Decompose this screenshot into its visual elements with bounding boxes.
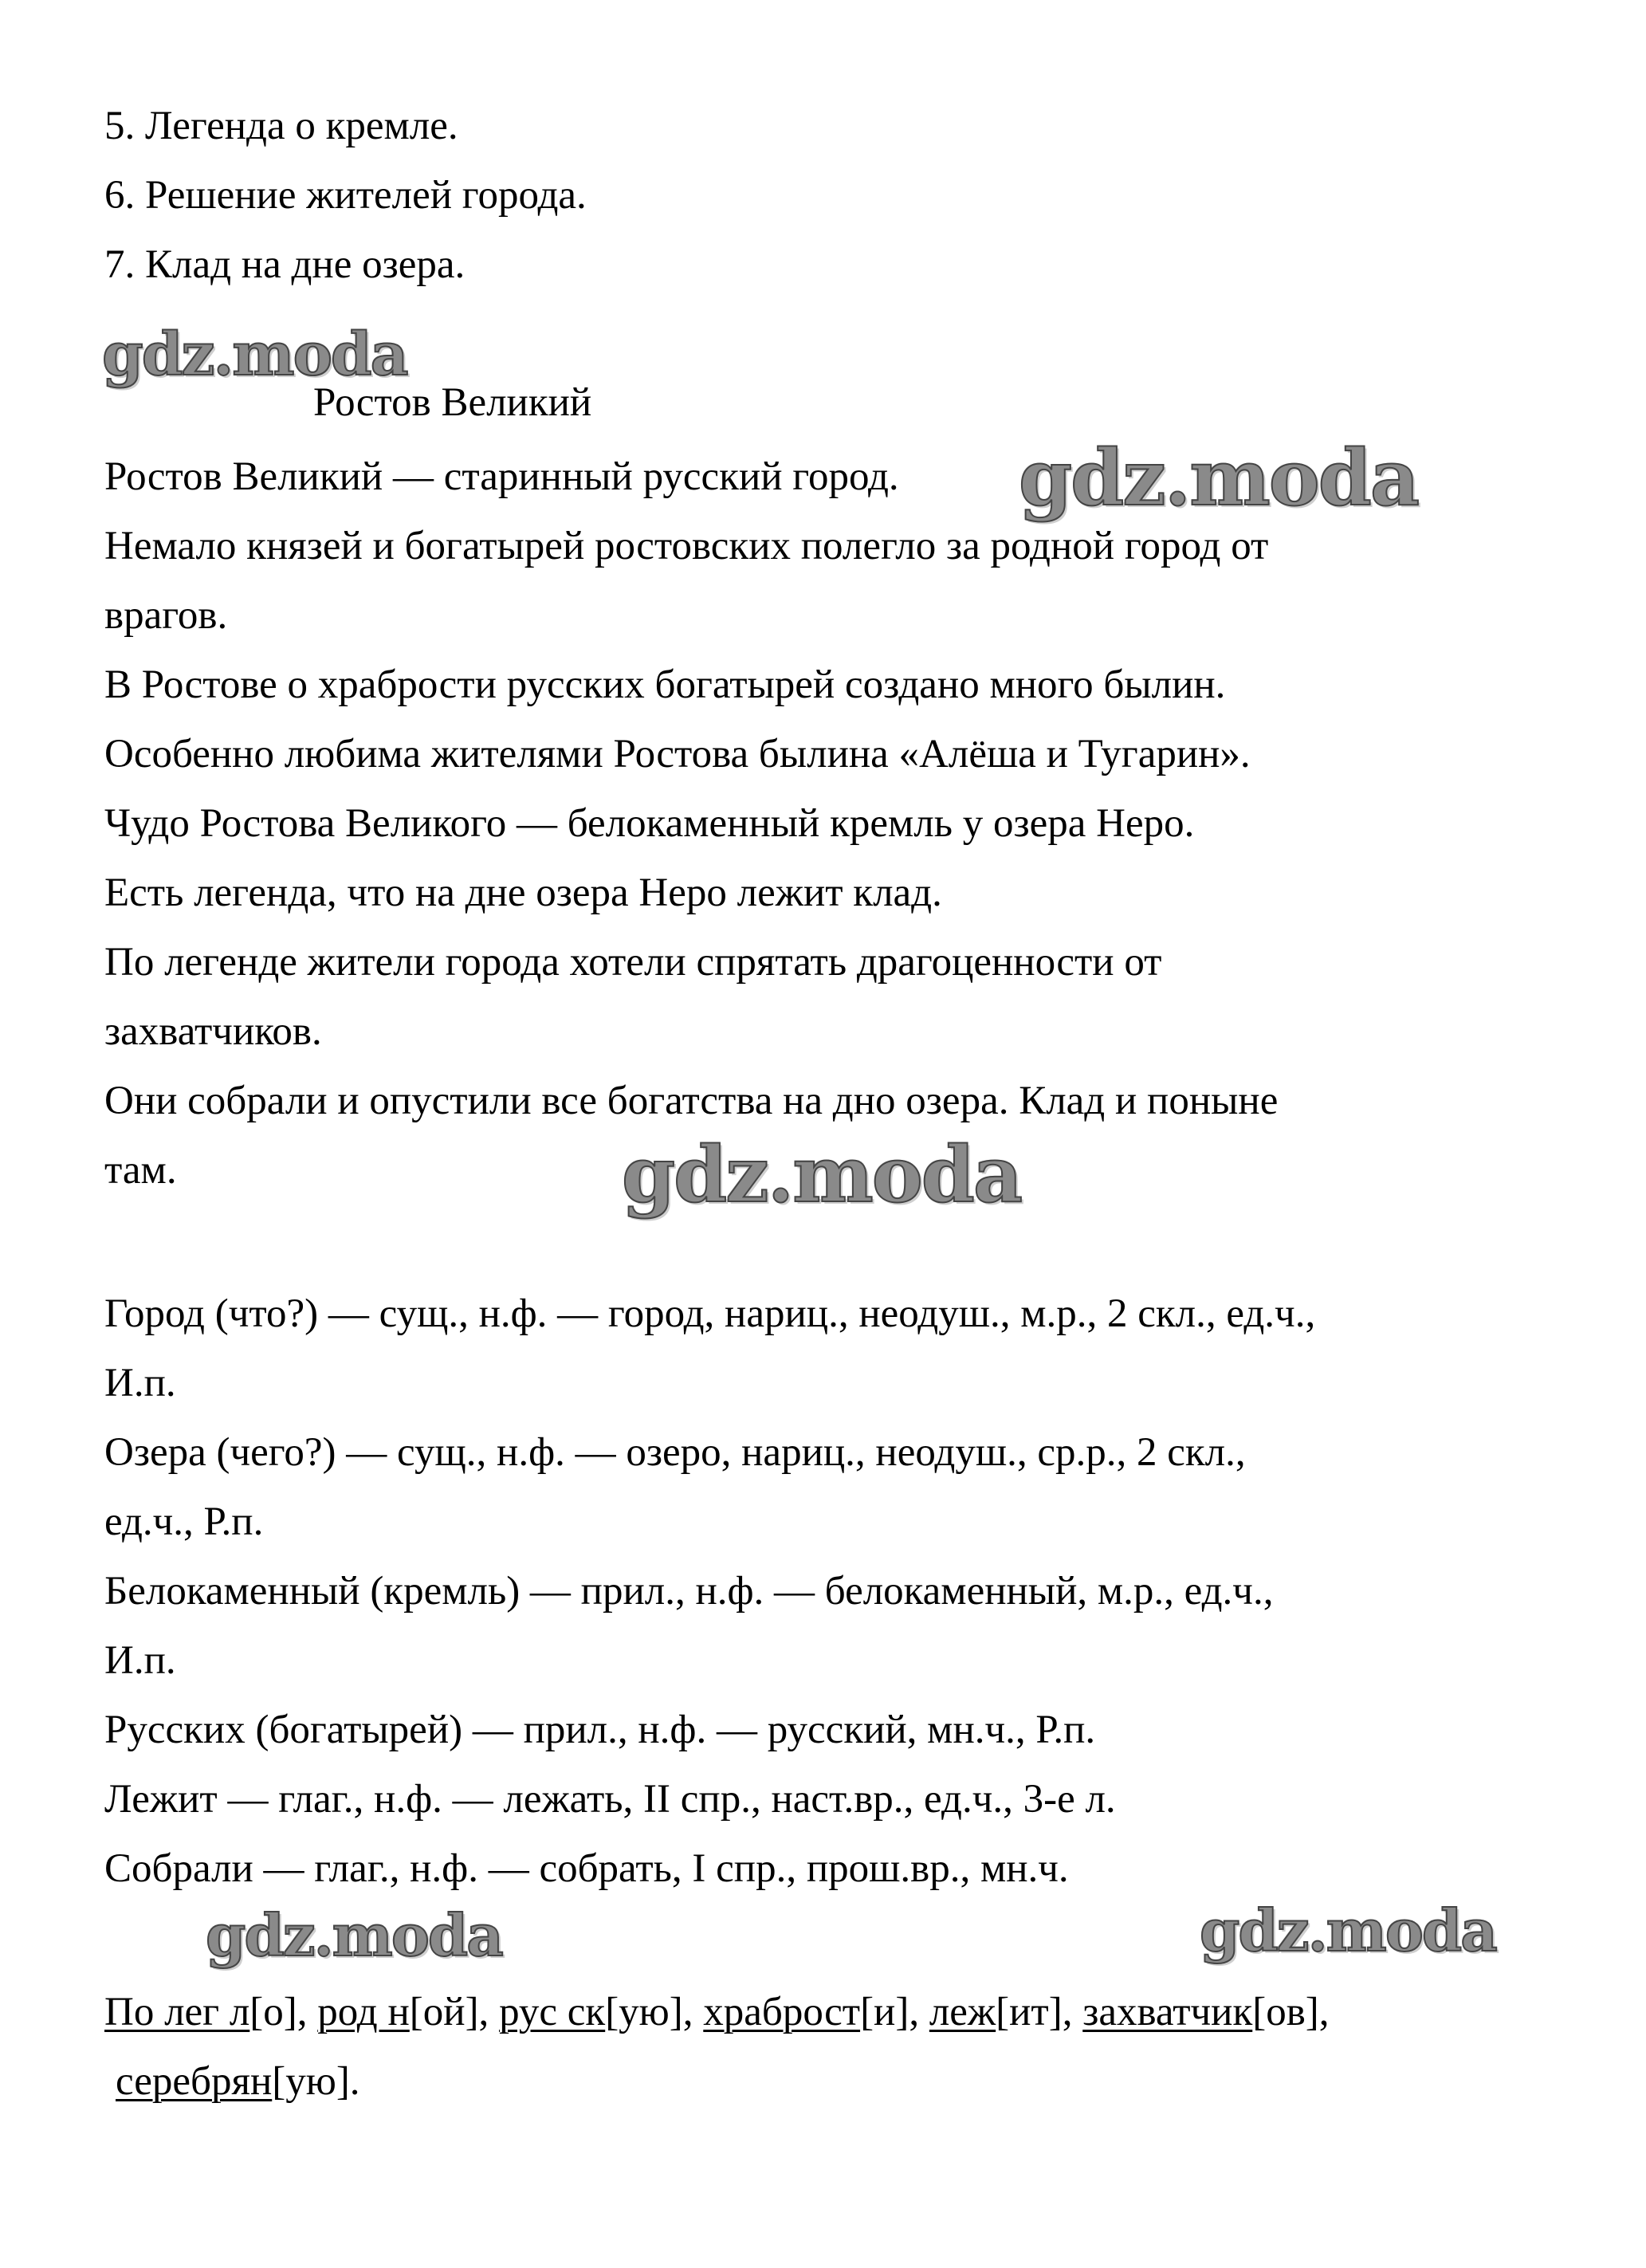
plan-item-5: 5. Легенда о кремле. <box>104 104 458 148</box>
analysis-line: Собрали — глаг., н.ф. — собрать, I спр., прош.вр., мн.ч. <box>104 1846 1069 1891</box>
text-line: врагов. <box>104 593 228 638</box>
analysis-line: Город (что?) — сущ., н.ф. — город, нариц., неодуш., м.р., 2 скл., ед.ч., <box>104 1291 1316 1336</box>
analysis-line: Лежит — глаг., н.ф. — лежать, II спр., наст.вр., ед.ч., 3-е л. <box>104 1777 1116 1822</box>
watermark-logo: gdz.moda <box>102 320 407 389</box>
phonetic-line <box>116 2058 360 2105</box>
text-line: Особенно любима жителями Ростова былина «Алёша и Тугарин». <box>104 732 1251 776</box>
text-line: В Ростове о храбрости русских богатырей создано много былин. <box>104 662 1226 707</box>
watermark-logo: gdz.moda <box>622 1130 1022 1220</box>
analysis-line: ед.ч., Р.п. <box>104 1500 264 1544</box>
sound-note: [о], <box>249 1990 308 2034</box>
page-title: Ростов Великий <box>313 380 592 425</box>
underlined-word: По лег л <box>104 1990 250 2034</box>
text-line: Есть легенда, что на дне озера Неро лежит клад. <box>104 871 942 915</box>
watermark-logo: gdz.moda <box>206 1901 502 1969</box>
analysis-line: Озера (чего?) — сущ., н.ф. — озеро, нариц., неодуш., ср.р., 2 скл., <box>104 1430 1246 1475</box>
sound-note: [ой], <box>409 1990 489 2034</box>
underlined-word: рус ск <box>499 1990 606 2034</box>
phonetic-line <box>104 1988 1330 2036</box>
analysis-line: Белокаменный (кремль) — прил., н.ф. — белокаменный, м.р., ед.ч., <box>104 1569 1274 1614</box>
sound-note: [ит], <box>996 1990 1073 2034</box>
watermark-logo: gdz.moda <box>1019 433 1419 523</box>
underlined-word: серебрян <box>116 2059 273 2104</box>
analysis-line: И.п. <box>104 1638 176 1683</box>
text-line: Они собрали и опустили все богатства на дно озера. Клад и поныне <box>104 1079 1279 1123</box>
analysis-line: Русских (богатырей) — прил., н.ф. — русский, мн.ч., Р.п. <box>104 1708 1096 1752</box>
underlined-word: храброст <box>703 1990 861 2034</box>
sound-note: [ую], <box>605 1990 693 2034</box>
watermark-logo: gdz.moda <box>1200 1897 1496 1964</box>
text-line: Чудо Ростова Великого — белокаменный кремль у озера Неро. <box>104 801 1195 846</box>
underlined-word: род н <box>317 1990 410 2034</box>
underlined-word: леж <box>929 1990 996 2034</box>
text-line: Немало князей и богатырей ростовских полегло за родной город от <box>104 524 1269 568</box>
plan-item-7: 7. Клад на дне озера. <box>104 242 466 287</box>
plan-item-6: 6. Решение жителей города. <box>104 173 587 218</box>
analysis-line: И.п. <box>104 1361 176 1405</box>
underlined-word: захватчик <box>1082 1990 1253 2034</box>
text-line: захватчиков. <box>104 1009 322 1054</box>
sound-note: [и], <box>860 1990 920 2034</box>
text-line: По легенде жители города хотели спрятать драгоценности от <box>104 940 1162 985</box>
sound-note: [ую]. <box>272 2059 360 2104</box>
text-line: там. <box>104 1148 177 1193</box>
text-line: Ростов Великий — старинный русский город. <box>104 454 899 499</box>
sound-note: [ов], <box>1252 1990 1330 2034</box>
